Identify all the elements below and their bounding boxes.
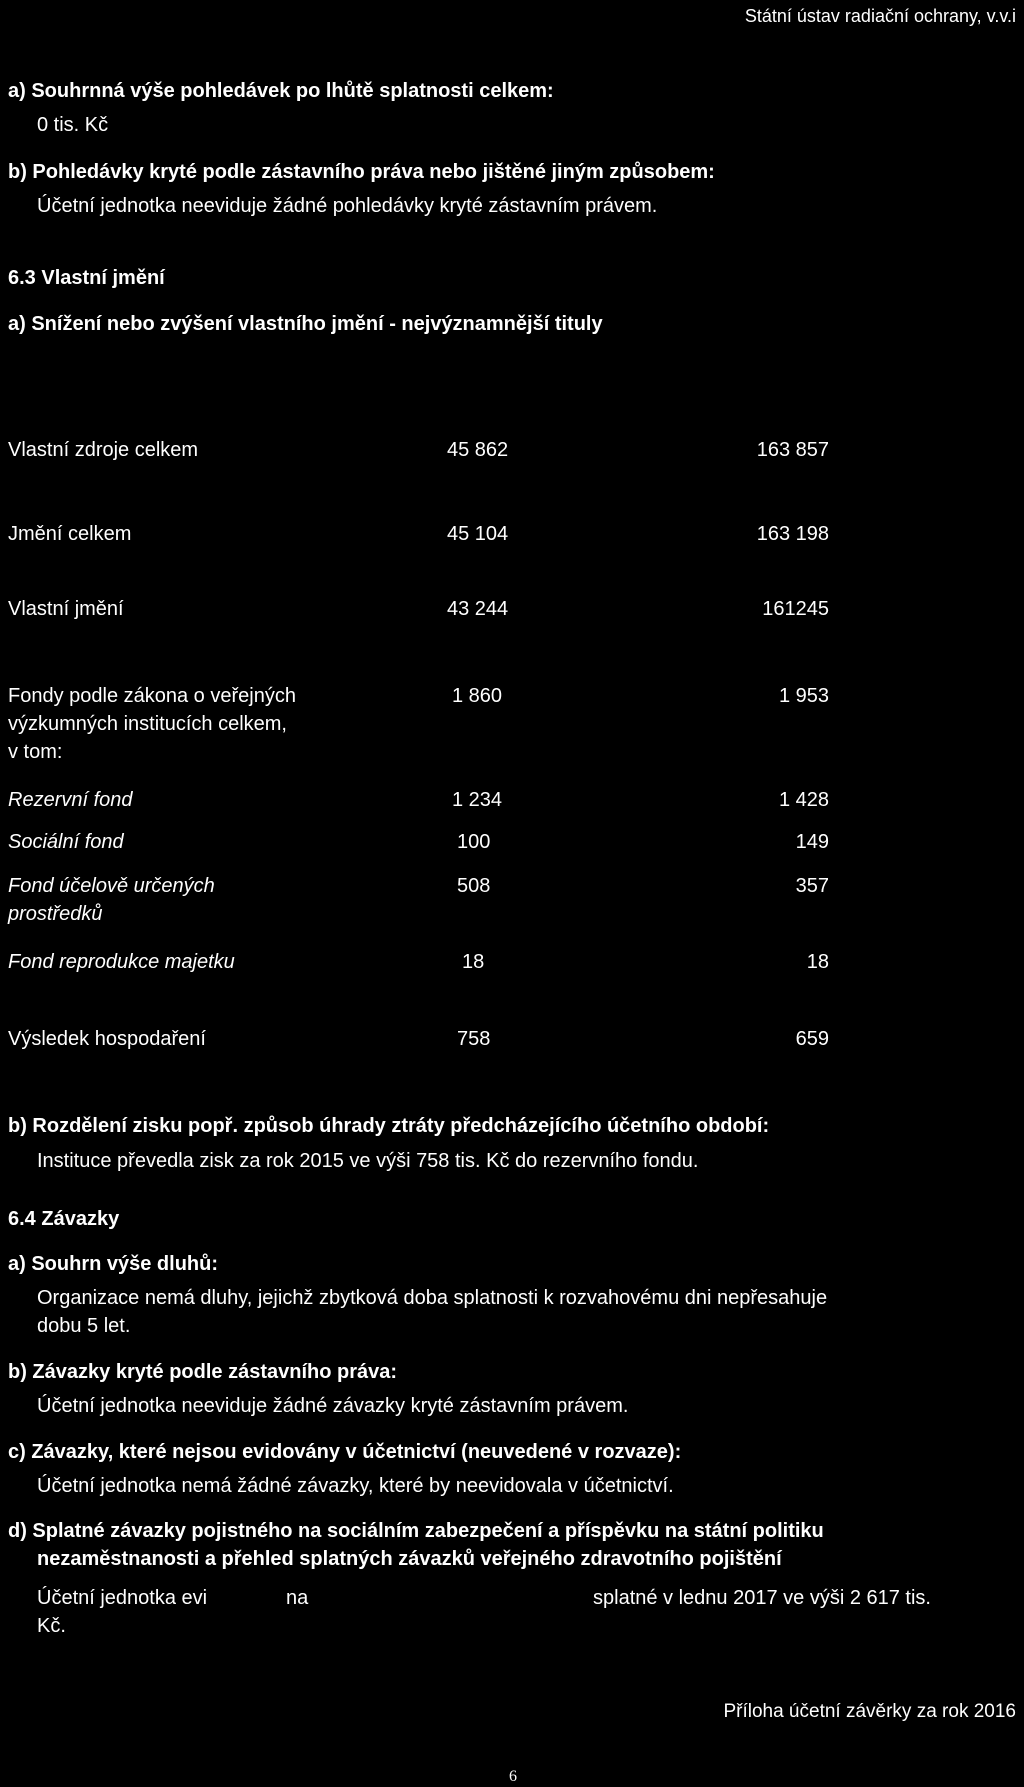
row-value-2: 659 [795,1028,829,1050]
page-number: 6 [509,1768,517,1785]
row-value-2: 18 [806,951,829,973]
liabilities-d-text-part: na [286,1587,309,1609]
equity-a-heading: a) Snížení nebo zvýšení vlastního jmění - nejvýznamnější tituly [8,313,603,335]
row-label: Rezervní fond [8,789,133,811]
row-label: Výsledek hospodaření [8,1028,206,1050]
liabilities-b-heading: b) Závazky kryté podle zástavního práva: [8,1361,398,1383]
liabilities-d-heading-line: d) Splatné závazky pojistného na sociálním zabezpečení a příspěvku na státní politiku [8,1520,824,1542]
row-value-2: 161245 [762,598,829,620]
liabilities-d-text-end: Kč. [37,1615,66,1637]
row-label: Sociální fond [8,831,124,853]
row-value-1: 43 244 [447,598,509,620]
row-label: Jmění celkem [8,523,132,545]
row-value-1: 1 860 [452,685,503,707]
row-label: Fond reprodukce majetku [8,951,235,973]
row-value-1: 18 [462,951,485,973]
row-label-line: v tom: [8,741,63,763]
liabilities-section-title: 6.4 Závazky [8,1208,120,1230]
liabilities-d-heading-line: nezaměstnanosti a přehled splatných závazků veřejného zdravotního pojištění [37,1548,782,1570]
row-value-1: 508 [457,875,491,897]
row-value-2: 163 857 [756,439,829,461]
row-value-2: 1 428 [778,789,829,811]
equity-b-text: Instituce převedla zisk za rok 2015 ve výši 758 tis. Kč do rezervního fondu. [37,1150,699,1172]
row-value-1: 45 862 [447,439,509,461]
liabilities-d-text-part: splatné v lednu 2017 ve výši 2 617 tis. [593,1587,931,1609]
liabilities-a-text-line: dobu 5 let. [37,1315,131,1337]
row-value-1: 1 234 [452,789,503,811]
receivables-b-text: Účetní jednotka neeviduje žádné pohledávky kryté zástavním právem. [37,195,658,217]
row-value-2: 163 198 [756,523,829,545]
row-value-1: 45 104 [447,523,509,545]
institution-header: Státní ústav radiační ochrany, v.v.i [744,6,1016,26]
receivables-b-heading: b) Pohledávky kryté podle zástavního práva nebo jištěné jiným způsobem: [8,161,715,183]
row-value-2: 1 953 [778,685,829,707]
receivables-a-heading: a) Souhrnná výše pohledávek po lhůtě splatnosti celkem: [8,80,554,102]
receivables-a-value: 0 tis. Kč [37,114,109,136]
footer-note: Příloha účetní závěrky za rok 2016 [723,1701,1016,1722]
row-value-1: 100 [457,831,491,853]
liabilities-a-text-line: Organizace nemá dluhy, jejichž zbytková doba splatnosti k rozvahovému dni nepřesahuje [37,1287,828,1309]
row-label-line: Fondy podle zákona o veřejných [8,685,296,707]
row-value-2: 149 [795,831,829,853]
row-label-line: prostředků [8,903,103,925]
row-label-line: výzkumných institucích celkem, [8,713,287,735]
liabilities-b-text: Účetní jednotka neeviduje žádné závazky kryté zástavním právem. [37,1395,629,1417]
liabilities-d-text-part: Účetní jednotka evi [37,1587,208,1609]
liabilities-a-heading: a) Souhrn výše dluhů: [8,1253,219,1275]
row-label: Vlastní zdroje celkem [8,439,199,461]
equity-section-title: 6.3 Vlastní jmění [8,267,165,289]
liabilities-c-text: Účetní jednotka nemá žádné závazky, které by neevidovala v účetnictví. [37,1475,674,1497]
equity-b-heading: b) Rozdělení zisku popř. způsob úhrady ztráty předcházejícího účetního období: [8,1115,770,1137]
row-value-2: 357 [795,875,829,897]
row-value-1: 758 [457,1028,491,1050]
row-label: Vlastní jmění [8,598,124,620]
liabilities-c-heading: c) Závazky, které nejsou evidovány v účetnictví (neuvedené v rozvaze): [8,1441,682,1463]
row-label-line: Fond účelově určených [8,875,215,897]
